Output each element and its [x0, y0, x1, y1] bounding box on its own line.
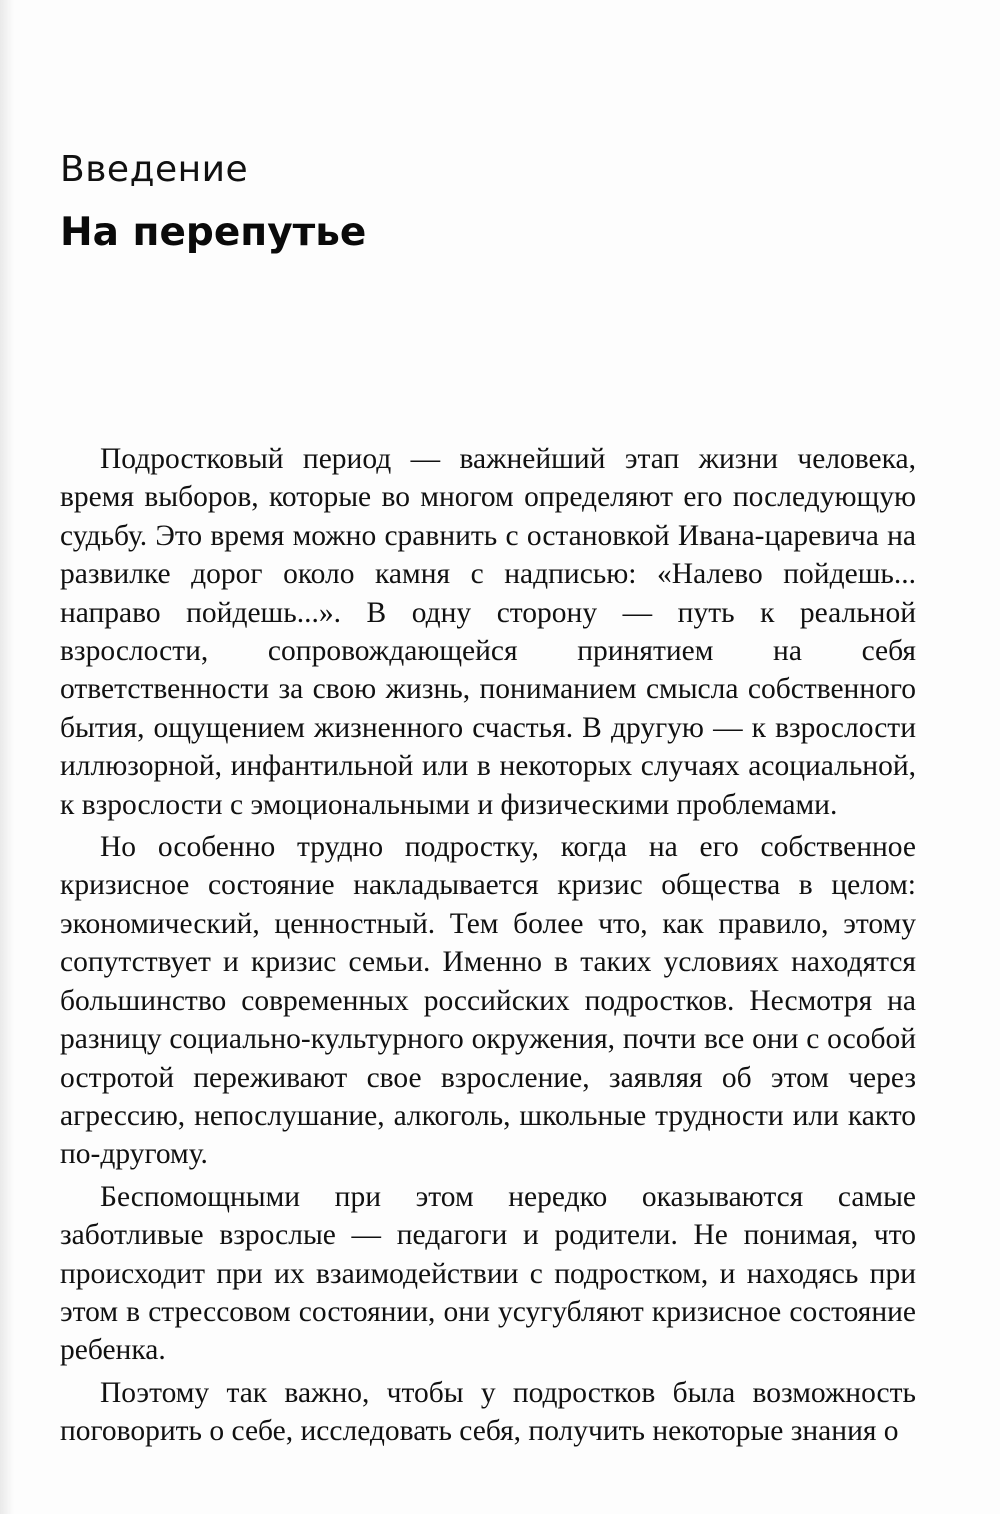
section-label: Введение [60, 149, 249, 190]
paragraph: Поэтому так важно, чтобы у подростков была возможность поговорить о себе, исследовать себя, получить некоторые знания о [60, 1376, 916, 1448]
chapter-title: На перепутье [60, 210, 367, 255]
paragraph: Но особенно трудно подростку, когда на его собственное кризисное состояние накладывается кризис общества в целом: экономический, ценностный. Тем более что, как правило, этому сопутствует и кризис семьи. Именно в таких условиях находятся большинство современных российских подростков. Несмотря на разницу социально-культурного окружения, почти все они с особой остротой переживают свое взросление, заявляя об этом через агрессию, непослушание, алкоголь, школьные трудности или както по-другому. [60, 831, 916, 1171]
paragraph: Подростковый период — важнейший этап жизни человека, время выборов, которые во многом определяют его последующую судьбу. Это время можно сравнить с остановкой Ивана-царевича на развилке дорог около камня с надписью: «Налево пойдешь... направо пойдешь...». В одну сторону — путь к реальной взрослости, сопровождающейся принятием на себя ответственности за свою жизнь, пониманием смысла собственного бытия, ощущением жизненного счастья. В другую — к взрослости иллюзорной, инфантильной или в некоторых случаях асоциальной, к взрослости с эмоциональными и физическими проблемами. [60, 443, 916, 821]
page-edge-shadow [0, 0, 14, 1514]
body-text [60, 440, 916, 1455]
paragraph: Беспомощными при этом нередко оказываются самые заботливые взрослые — педагоги и родители. Не понимая, что происходит при их взаимодействии с подростком, и находясь при этом в стрессовом состоянии, они усугубляют кризисное состояние ребенка. [60, 1180, 916, 1367]
